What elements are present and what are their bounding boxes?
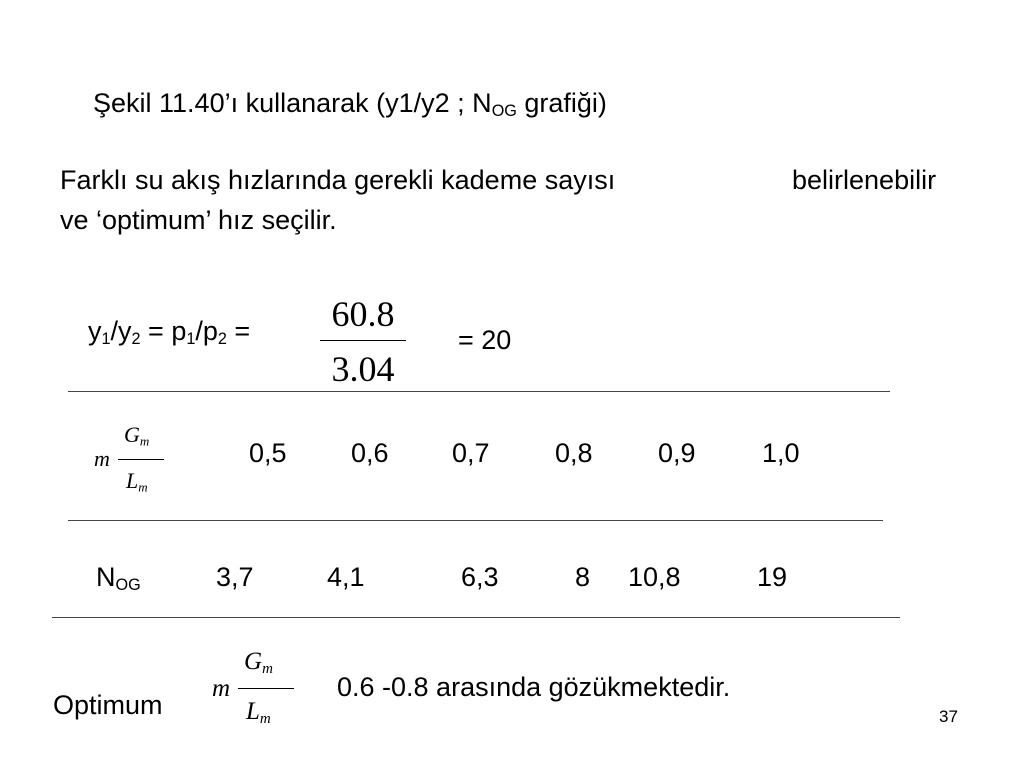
equation-fraction	[320, 292, 406, 391]
equation-denominator: 3.04	[331, 349, 395, 389]
optimum-ratio-denominator: $L_m$	[246, 698, 271, 727]
nog-value: 4,1	[327, 562, 365, 592]
heading-subscript: OG	[491, 102, 517, 121]
ratio-symbol-m: m	[94, 446, 110, 471]
optimum-ratio-numerator: $G_m$	[244, 648, 273, 677]
ratio-equation-label: $y_1/y_2 = p_1/p_2$ =	[88, 316, 251, 349]
divider-1	[68, 391, 890, 392]
nog-value: 8	[575, 562, 591, 592]
ratio-value: 0,6	[351, 438, 389, 468]
paragraph-line-1-b: belirlenebilir	[792, 165, 937, 195]
paragraph-line-1-a: Farklı su akış hızlarında gerekli kademe sayısı	[60, 165, 616, 195]
ratio-value: 1,0	[762, 438, 800, 468]
divider-3	[52, 617, 900, 618]
paragraph-line-1	[60, 165, 615, 196]
equation-fraction-bar	[320, 340, 406, 341]
optimum-text: 0.6 -0.8 arasında gözükmektedir.	[337, 672, 731, 702]
ratio-symbol-denominator: $L_m$	[126, 468, 148, 495]
equation-result: = 20	[458, 325, 512, 355]
slide-heading	[93, 88, 607, 119]
page-number: 37	[939, 707, 958, 726]
ratio-symbol	[94, 422, 174, 502]
equation-numerator: 60.8	[331, 294, 395, 334]
ratio-value: 0,5	[249, 438, 287, 468]
ratio-value: 0,7	[452, 438, 490, 468]
optimum-ratio-bar	[238, 688, 294, 689]
nog-value: 19	[757, 562, 788, 592]
ratio-value: 0,8	[555, 438, 593, 468]
heading-text: Şekil 11.40’ı kullanarak (y1/y2 ; N	[93, 88, 492, 118]
nog-value: 10,8	[628, 562, 681, 592]
nog-value: 6,3	[461, 562, 499, 592]
optimum-label: Optimum	[53, 690, 163, 720]
heading-tail: grafiği)	[516, 88, 607, 118]
ratio-symbol-bar	[118, 459, 164, 460]
nog-value: 3,7	[216, 562, 254, 592]
divider-2	[68, 520, 883, 521]
nog-label: $N_{OG}$	[96, 562, 141, 595]
ratio-symbol-numerator: $G_m$	[124, 422, 150, 449]
ratio-value: 0,9	[658, 438, 696, 468]
optimum-ratio-symbol: m $G_m$ $L_m$	[212, 648, 302, 738]
paragraph-line-2: ve ‘optimum’ hız seçilir.	[60, 205, 337, 235]
